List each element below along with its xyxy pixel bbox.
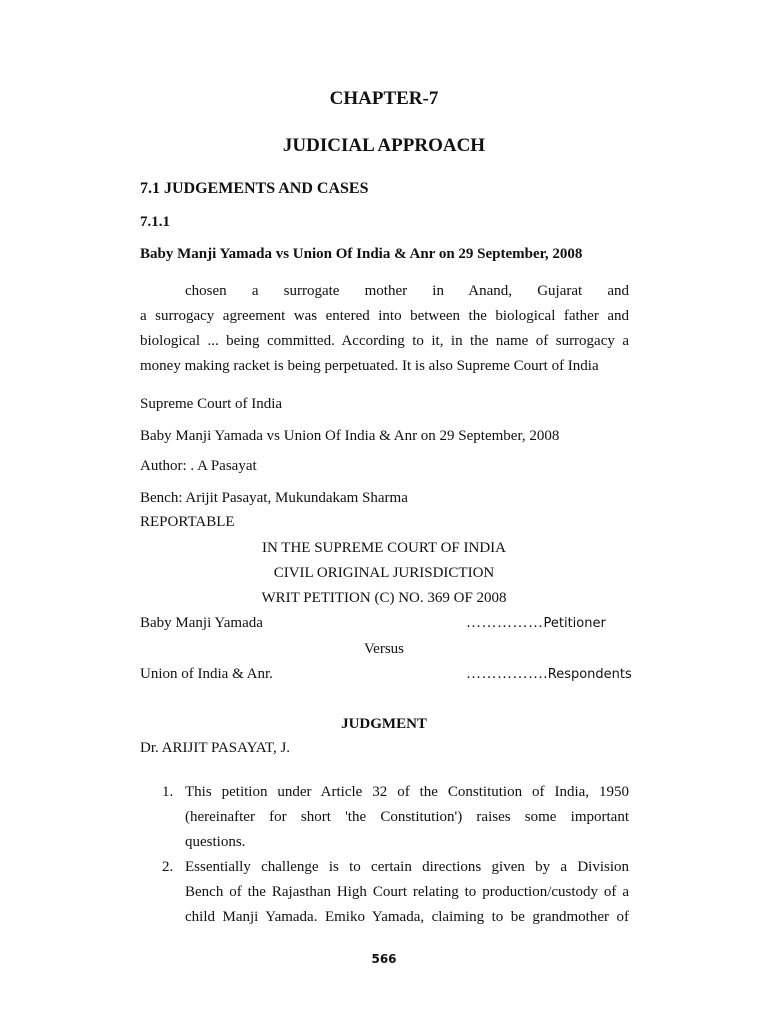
respondent-name: Union of India & Anr. <box>140 666 273 682</box>
case-title: Baby Manji Yamada vs Union Of India & Anr on 29 September, 2008 <box>140 428 560 444</box>
court-name: Supreme Court of India <box>140 396 283 412</box>
respondent-label: Respondents <box>547 667 632 682</box>
chapter-title: JUDICIAL APPROACH <box>282 135 486 156</box>
summary-line: a surrogacy agreement was entered into between the biological father and <box>140 308 629 324</box>
petitioner-name: Baby Manji Yamada <box>140 615 263 631</box>
case-heading: Baby Manji Yamada vs Union Of India & Anr on 29 September, 2008 <box>140 246 583 262</box>
judge-name: Dr. ARIJIT PASAYAT, J. <box>140 740 291 756</box>
list-line: child Manji Yamada. Emiko Yamada, claiming to be grandmother of <box>185 909 629 925</box>
petitioner-label: Petitioner <box>543 616 606 631</box>
summary-line: money making racket is being perpetuated. It is also Supreme Court of India <box>140 358 599 374</box>
list-line: Essentially challenge is to certain directions given by a Division <box>185 859 629 875</box>
petition-number: WRIT PETITION (C) NO. 369 OF 2008 <box>261 590 507 606</box>
respondent-dots: ……………. <box>466 666 548 682</box>
chapter-number: CHAPTER-7 <box>329 88 439 109</box>
petitioner-dots: …………… <box>466 615 544 631</box>
section-heading: 7.1 JUDGEMENTS AND CASES <box>140 180 369 197</box>
bench: Bench: Arijit Pasayat, Mukundakam Sharma <box>140 490 408 506</box>
list-line: (hereinafter for short 'the Constitution') raises some important <box>185 809 629 825</box>
versus-label: Versus <box>364 641 404 657</box>
author: Author: . A Pasayat <box>140 458 257 474</box>
court-caps: IN THE SUPREME COURT OF INDIA <box>262 540 506 556</box>
subsection-heading: 7.1.1 <box>140 214 170 230</box>
reportable-label: REPORTABLE <box>140 514 235 530</box>
list-line: questions. <box>185 834 246 850</box>
list-line: This petition under Article 32 of the Constitution of India, 1950 <box>185 784 629 800</box>
summary-line: chosen a surrogate mother in Anand, Gujarat and <box>185 283 629 299</box>
list-number: 1. <box>162 784 174 800</box>
judgment-heading: JUDGMENT <box>341 716 427 732</box>
page-number: 566 <box>371 952 397 966</box>
summary-line: biological ... being committed. According to it, in the name of surrogacy a <box>140 333 629 349</box>
petitioner-designation <box>466 615 606 632</box>
list-line: Bench of the Rajasthan High Court relating to production/custody of a <box>185 884 629 900</box>
jurisdiction: CIVIL ORIGINAL JURISDICTION <box>273 565 495 581</box>
respondent-designation <box>466 666 632 683</box>
list-number: 2. <box>162 859 174 875</box>
